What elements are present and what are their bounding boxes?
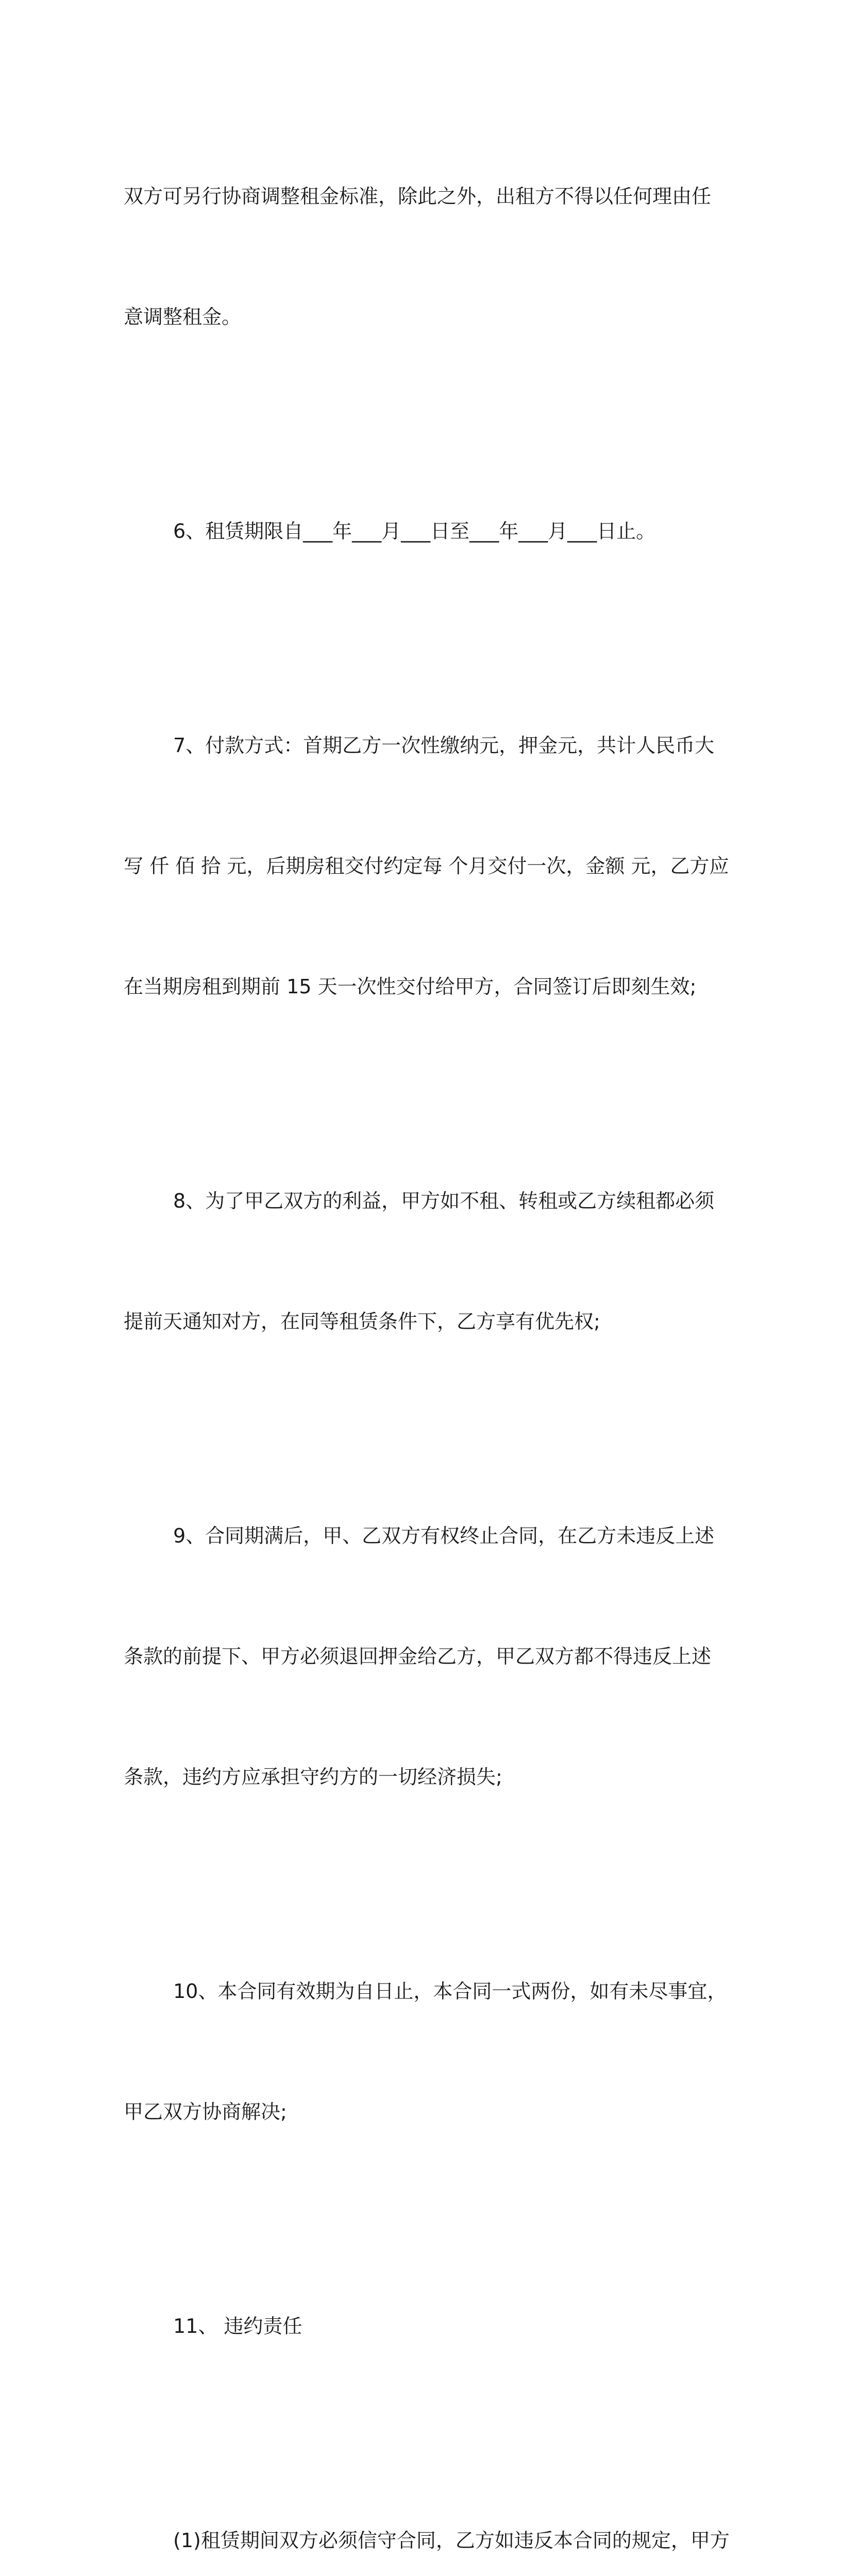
text-line: 在当期房租到期前 15 天一次性交付给甲方，合同签订后即刻生效;	[124, 975, 697, 998]
text-line: 7、付款方式：首期乙方一次性缴纳元，押金元，共计人民币大	[173, 734, 715, 757]
paragraph-continuation	[124, 96, 727, 417]
document-page	[124, 96, 730, 2576]
paragraph-clause-10	[124, 1891, 727, 2212]
text-line: 意调整租金。	[124, 306, 242, 328]
text-line: 11、 违约责任	[173, 2315, 302, 2337]
paragraph-clause-11-1	[124, 2440, 730, 2576]
paragraph-clause-9	[124, 1435, 727, 1877]
paragraph-clause-11-heading	[124, 2226, 727, 2427]
text-line: 6、租赁期限自___年___月___日至___年___月___日止。	[173, 520, 656, 543]
paragraph-clause-6	[124, 431, 727, 632]
paragraph-clause-7	[124, 645, 727, 1087]
text-line: 条款的前提下、甲方必须退回押金给乙方，甲乙双方都不得违反上述	[124, 1645, 712, 1668]
text-line: 10、本合同有效期为自日止，本合同一式两份，如有未尽事宜，	[173, 1980, 727, 2003]
text-line: 甲乙双方协商解决;	[124, 2100, 287, 2123]
text-line: 条款，违约方应承担守约方的一切经济损失;	[124, 1766, 502, 1788]
text-line: (1)租赁期间双方必须信守合同，乙方如违反本合同的规定，甲方	[173, 2529, 730, 2552]
text-line: 双方可另行协商调整租金标准，除此之外，出租方不得以任何理由任	[124, 185, 712, 208]
text-line: 提前天通知对方，在同等租赁条件下，乙方享有优先权;	[124, 1310, 600, 1333]
paragraph-clause-8	[124, 1100, 727, 1422]
text-line: 9、合同期满后，甲、乙双方有权终止合同，在乙方未违反上述	[173, 1524, 715, 1547]
text-line: 8、为了甲乙双方的利益，甲方如不租、转租或乙方续租都必须	[173, 1190, 715, 1212]
text-line: 写 仟 佰 拾 元，后期房租交付约定每 个月交付一次，金额 元，乙方应	[124, 855, 729, 877]
